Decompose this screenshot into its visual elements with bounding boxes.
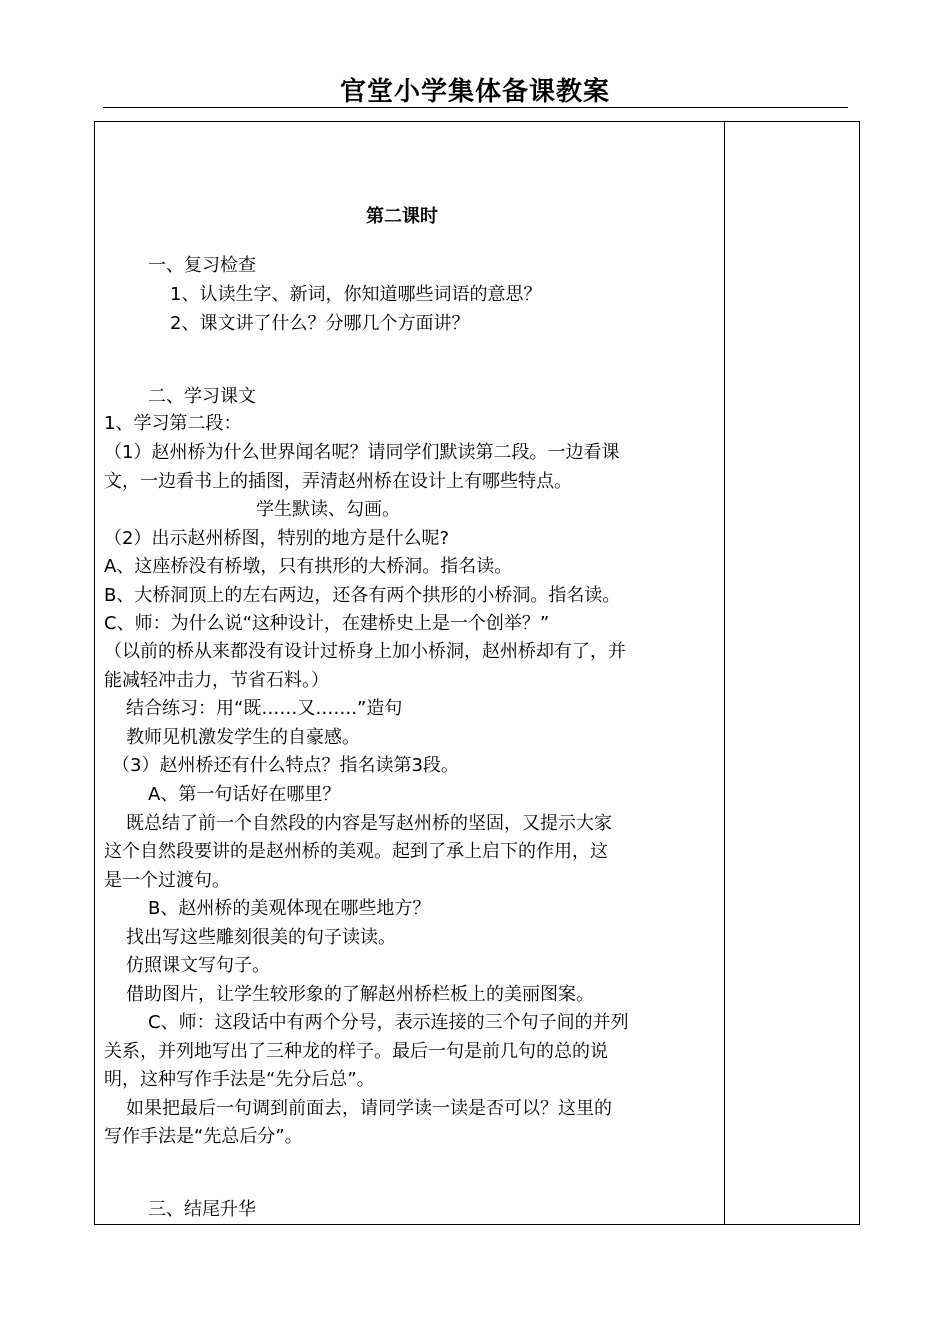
text-line: （2）出示赵州桥图，特别的地方是什么呢? (104, 528, 450, 549)
text-line: 1、学习第二段： (104, 413, 242, 434)
text-line: 学生默读、勾画。 (256, 499, 400, 520)
section-heading: 一、复习检查 (148, 255, 256, 276)
text-line: 关系，并列地写出了三种龙的样子。最后一句是前几句的总的说 (104, 1041, 608, 1062)
text-line: （3）赵州桥还有什么特点？指名读第3段。 (112, 755, 459, 776)
text-line: 借助图片，让学生较形象的了解赵州桥栏板上的美丽图案。 (126, 984, 594, 1005)
text-line: B、大桥洞顶上的左右两边，还各有两个拱形的小桥洞。指名读。 (104, 585, 621, 606)
section-heading: 三、结尾升华 (148, 1199, 256, 1220)
text-line: 能减轻冲击力，节省石料。） (104, 670, 329, 691)
text-line: A、这座桥没有桥墩，只有拱形的大桥洞。指名读。 (104, 556, 513, 577)
text-line: 2、课文讲了什么？分哪几个方面讲？ (170, 313, 470, 334)
text-line: 结合练习：用“既……又…….”造句 (126, 698, 403, 719)
text-line: 找出写这些雕刻很美的句子读读。 (126, 927, 396, 948)
text-line: 是一个过渡句。 (104, 870, 230, 891)
lesson-heading: 第二课时 (366, 206, 438, 227)
text-line: 教师见机激发学生的自豪感。 (126, 727, 360, 748)
text-line: 仿照课文写句子。 (126, 955, 270, 976)
text-line: C、师：为什么说“这种设计，在建桥史上是一个创举？” (104, 613, 550, 634)
text-line: （以前的桥从来都没有设计过桥身上加小桥洞，赵州桥却有了，并 (104, 641, 626, 662)
text-line: B、赵州桥的美观体现在哪些地方？ (148, 898, 431, 919)
title-underline (103, 107, 848, 108)
text-line: 文，一边看书上的插图，弄清赵州桥在设计上有哪些特点。 (104, 471, 572, 492)
text-line: 这个自然段要讲的是赵州桥的美观。起到了承上启下的作用，这 (104, 841, 608, 862)
text-line: 1、认读生字、新词，你知道哪些词语的意思？ (170, 284, 542, 305)
text-line: 写作手法是“先总后分”。 (104, 1126, 303, 1147)
text-line: A、第一句话好在哪里？ (148, 784, 341, 805)
text-line: 既总结了前一个自然段的内容是写赵州桥的坚固，又提示大家 (126, 813, 612, 834)
text-line: 明，这种写作手法是“先分后总”。 (104, 1069, 375, 1090)
table-column-divider (724, 121, 725, 1225)
text-line: C、师：这段话中有两个分号，表示连接的三个句子间的并列 (148, 1012, 629, 1033)
text-line: （1）赵州桥为什么世界闻名呢？请同学们默读第二段。一边看课 (104, 442, 620, 463)
document-title: 官堂小学集体备课教案 (339, 77, 610, 107)
section-heading: 二、学习课文 (148, 386, 256, 407)
text-line: 如果把最后一句调到前面去，请同学读一读是否可以？这里的 (126, 1098, 612, 1119)
